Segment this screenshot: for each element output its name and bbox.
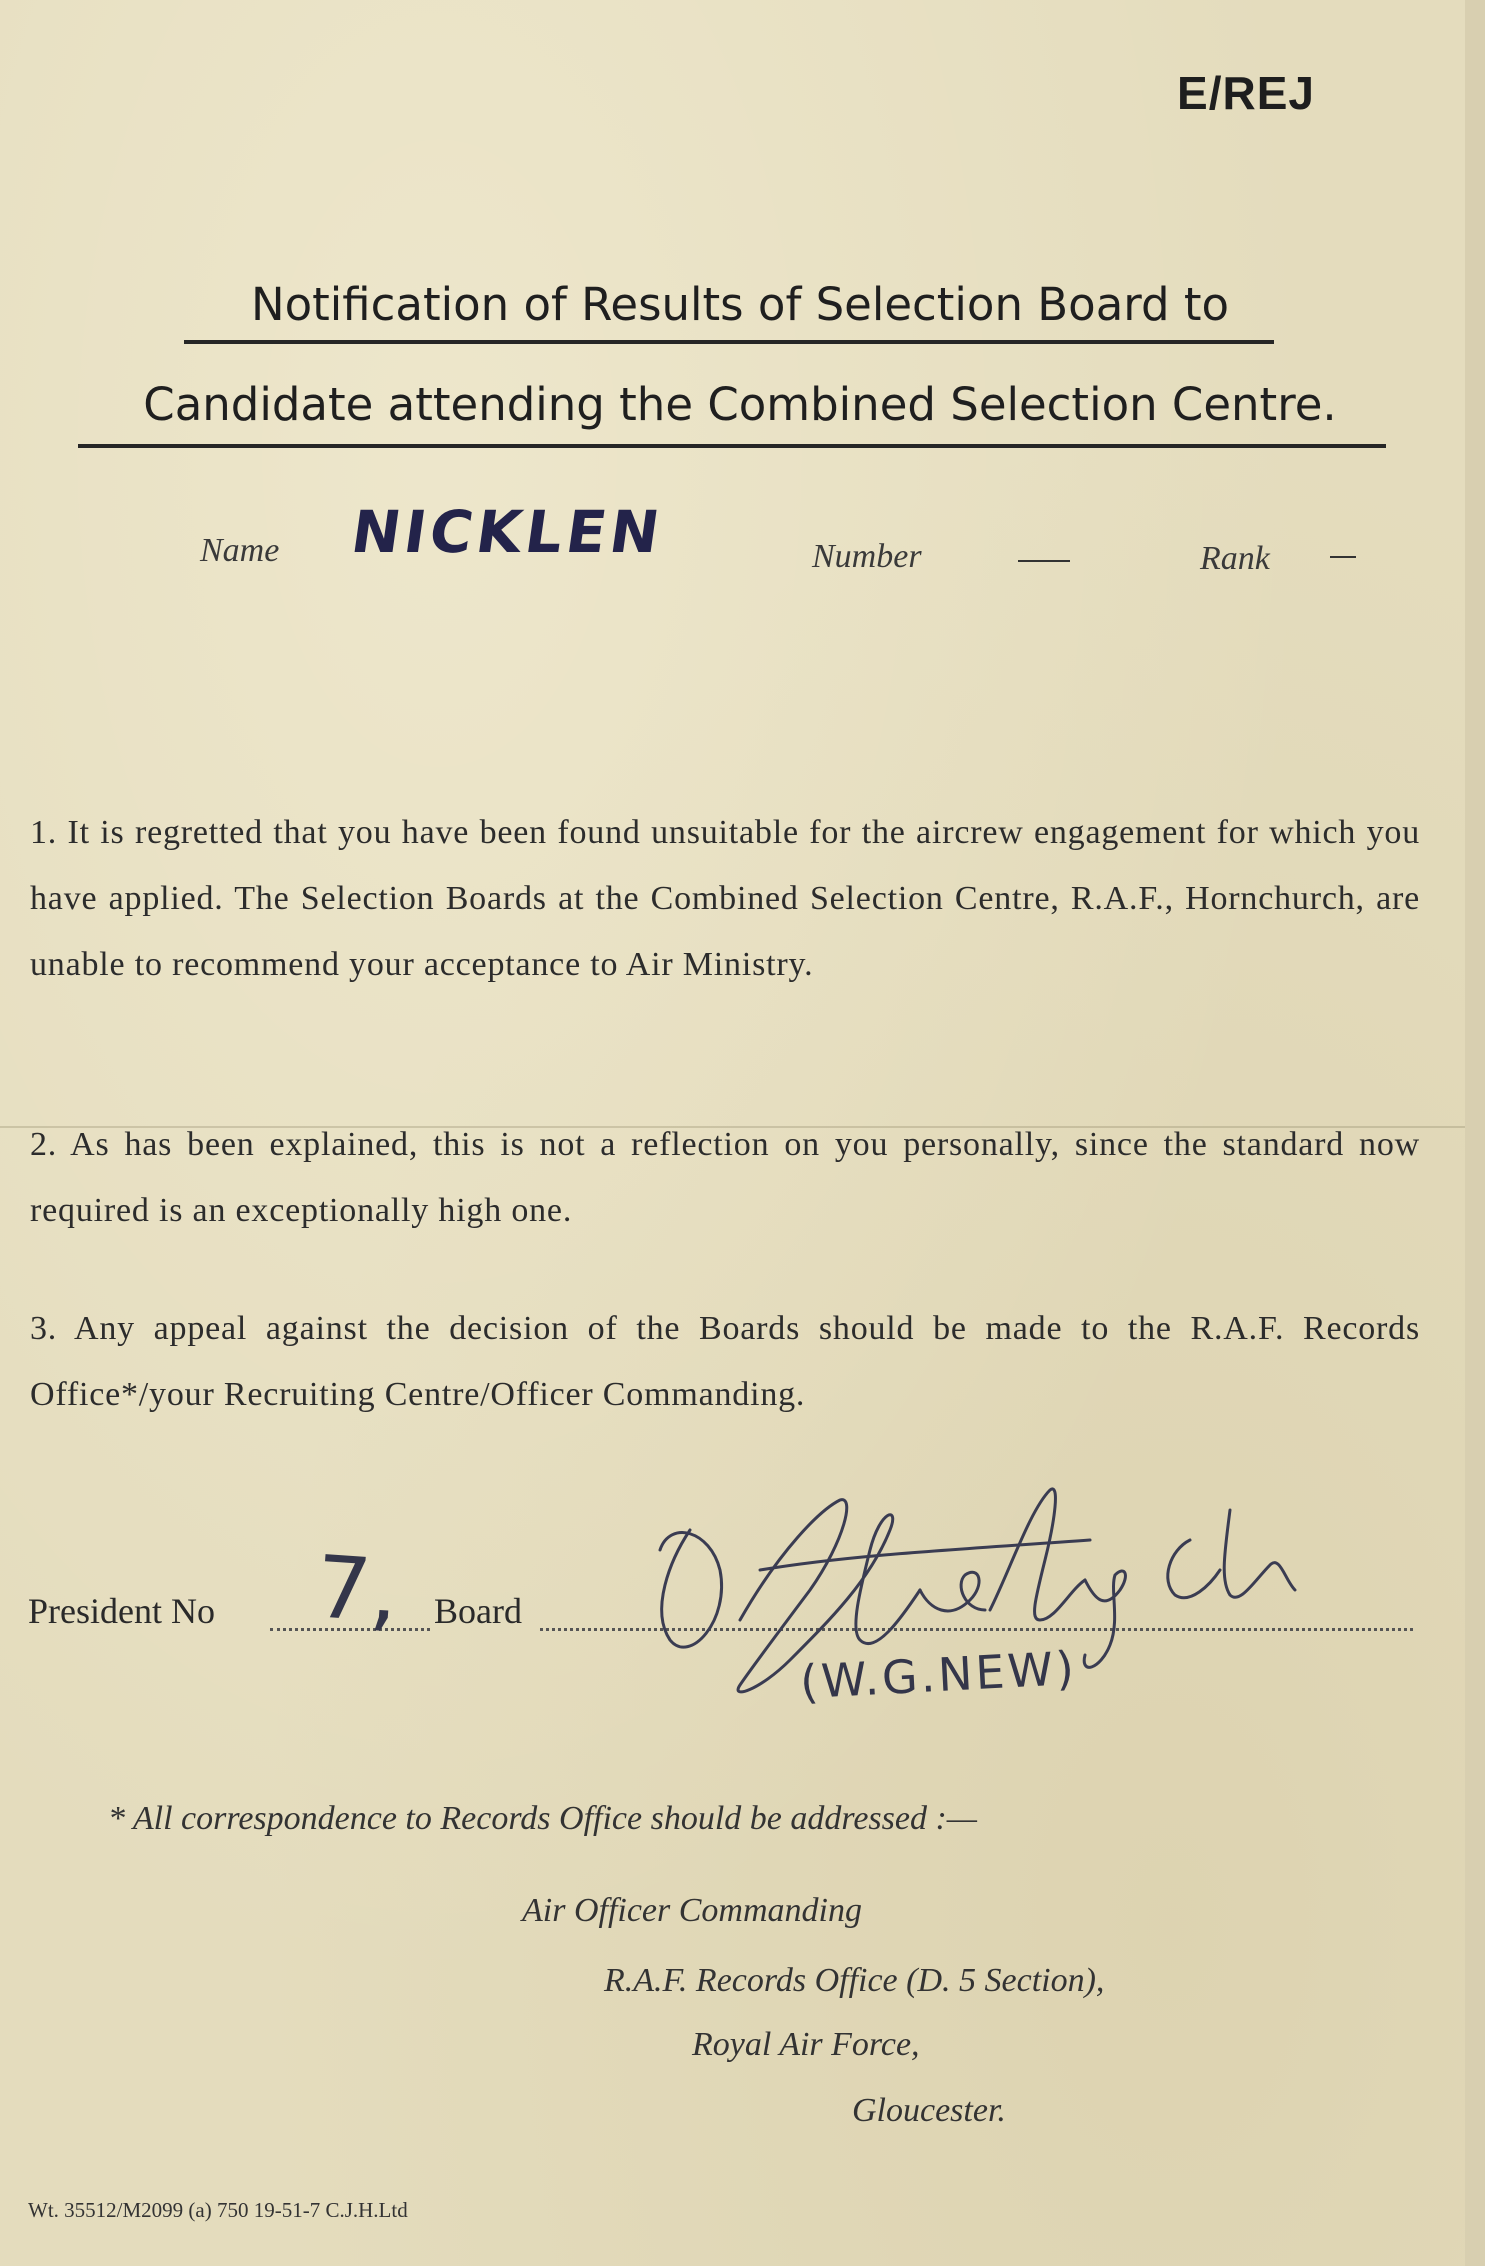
name-handwritten-value: NICKLEN (347, 498, 668, 566)
printer-imprint: Wt. 35512/M2099 (a) 750 19-51-7 C.J.H.Ltd (28, 2198, 408, 2222)
rank-blank-dash (1330, 556, 1356, 558)
name-label: Name (200, 532, 280, 569)
form-title-line-1: Notification of Results of Selection Board to (250, 278, 1230, 331)
board-label: Board (434, 1591, 522, 1631)
paragraph-2: 2. As has been explained, this is not a reflection on you personally, since the standard now required is an exceptionally high one. (30, 1126, 1420, 1229)
paragraph-3: 3. Any appeal against the decision of the Boards should be made to the R.A.F. Records Office*/your Recruiting Centre/Officer Commanding. (30, 1310, 1420, 1413)
title-underline-2 (78, 444, 1386, 448)
form-title-line-2: Candidate attending the Combined Selection Centre. (143, 378, 1337, 431)
address-line-4: Gloucester. (852, 2092, 1006, 2129)
signatory-name-handwritten: (W.G.NEW) (798, 1640, 1079, 1710)
paragraph-1: 1. It is regretted that you have been found unsuitable for the aircrew engagement for which you have applied. The Selection Boards at the Combined Selection Centre, R.A.F., Hornchurch, are unable to recommend your acceptance to Air Ministry. (30, 814, 1420, 983)
records-office-footnote: * All correspondence to Records Office should be addressed :— (108, 1800, 978, 1837)
number-label: Number (812, 538, 922, 575)
number-blank-dash (1018, 560, 1070, 562)
title-underline-1 (184, 340, 1274, 344)
rank-label: Rank (1200, 540, 1270, 577)
address-line-1: Air Officer Commanding (522, 1892, 862, 1929)
president-label: President No (28, 1591, 215, 1631)
address-line-3: Royal Air Force, (692, 2026, 920, 2063)
address-line-2: R.A.F. Records Office (D. 5 Section), (604, 1962, 1105, 1999)
president-number-handwritten: 7, (312, 1537, 402, 1643)
form-reference: E/REJ (1177, 67, 1315, 119)
